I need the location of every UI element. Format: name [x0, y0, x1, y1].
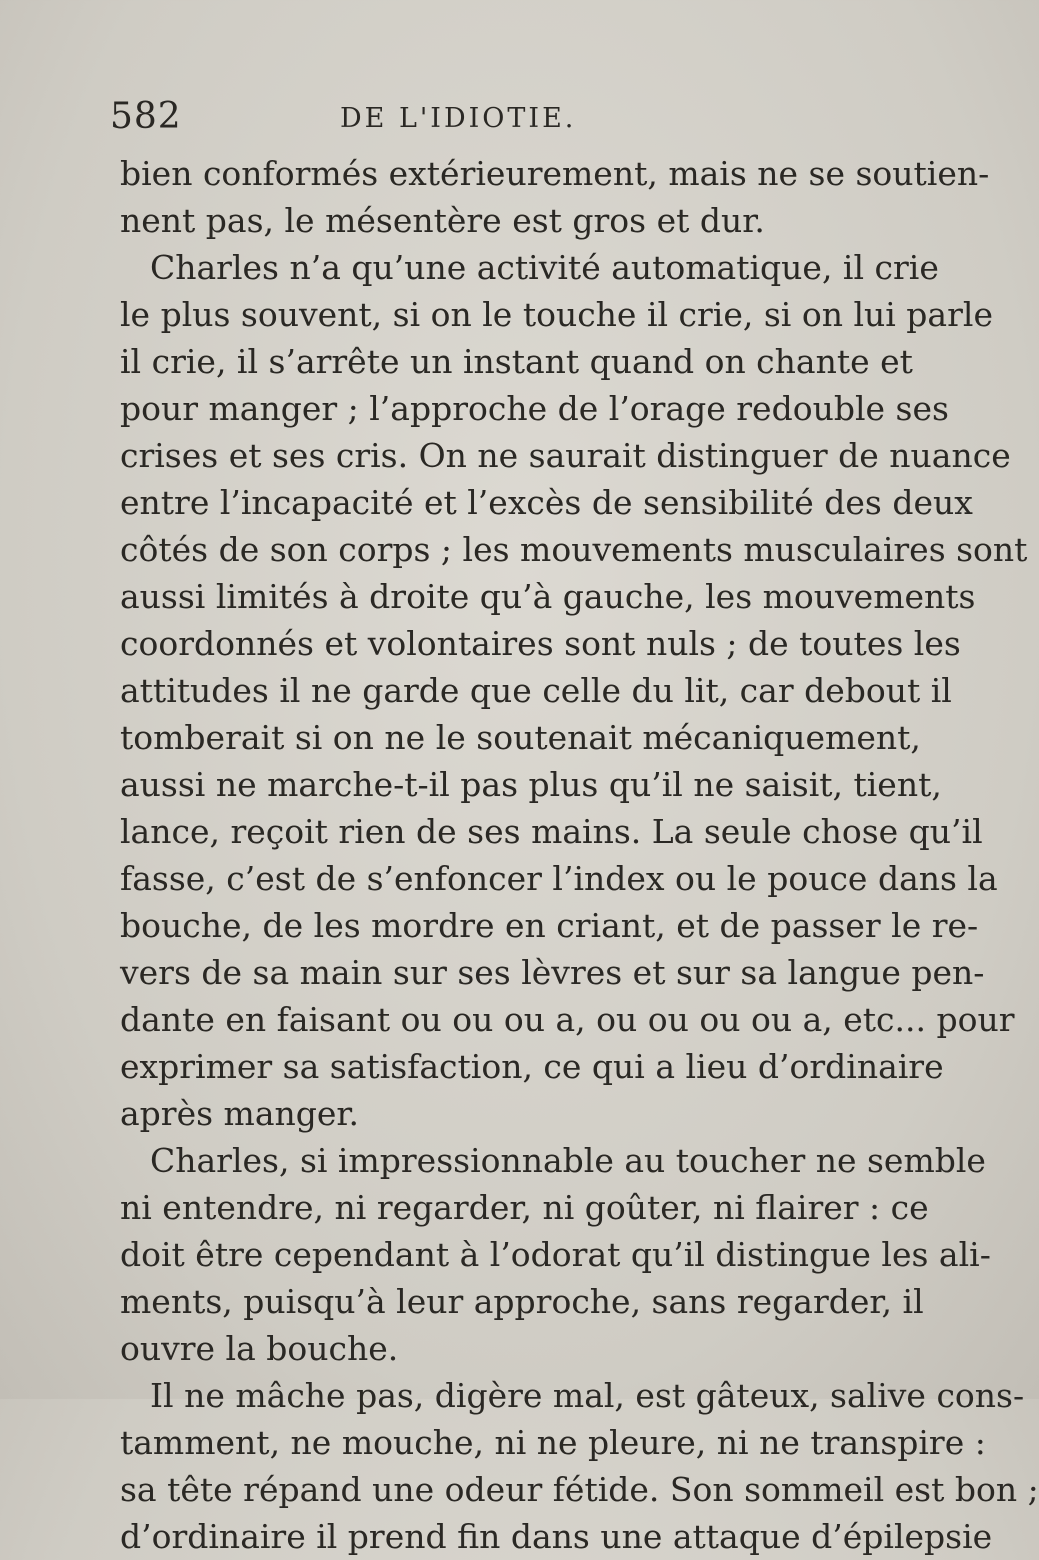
text-line: ments, puisqu’à leur approche, sans regarder, il	[120, 1282, 924, 1321]
text-line: il crie, il s’arrête un instant quand on chante et	[120, 342, 913, 381]
page-number: 582	[110, 96, 182, 137]
text-line: fasse, c’est de s’enfoncer l’index ou le pouce dans la	[120, 859, 998, 898]
text-line: Charles, si impressionnable au toucher ne semble	[150, 1141, 986, 1180]
text-line: le plus souvent, si on le touche il crie, si on lui parle	[120, 295, 993, 334]
text-line: ouvre la bouche.	[120, 1329, 399, 1368]
text-line: lance, reçoit rien de ses mains. La seule chose qu’il	[120, 812, 983, 851]
text-line: bouche, de les mordre en criant, et de passer le re-	[120, 906, 979, 945]
text-line: bien conformés extérieurement, mais ne se soutien-	[120, 154, 990, 193]
running-head: DE L'IDIOTIE.	[340, 103, 577, 134]
text-line: après manger.	[120, 1094, 360, 1133]
text-line: aussi limités à droite qu’à gauche, les mouvements	[120, 577, 976, 616]
text-line: dante en faisant ou ou ou a, ou ou ou ou a, etc... pour	[120, 1000, 1015, 1039]
body-text	[120, 150, 1039, 1560]
text-line: coordonnés et volontaires sont nuls ; de toutes les	[120, 624, 961, 663]
text-line: vers de sa main sur ses lèvres et sur sa langue pen-	[120, 953, 985, 992]
text-line: côtés de son corps ; les mouvements musculaires sont	[120, 530, 1028, 569]
text-line: crises et ses cris. On ne saurait distinguer de nuance	[120, 436, 1011, 475]
text-line: entre l’incapacité et l’excès de sensibilité des deux	[120, 483, 973, 522]
text-line: nent pas, le mésentère est gros et dur.	[120, 201, 765, 240]
text-line: tomberait si on ne le soutenait mécaniquement,	[120, 718, 921, 757]
text-line: sa tête répand une odeur fétide. Son sommeil est bon ;	[120, 1470, 1039, 1509]
text-line: aussi ne marche-t-il pas plus qu’il ne saisit, tient,	[120, 765, 942, 804]
text-line: pour manger ; l’approche de l’orage redouble ses	[120, 389, 949, 428]
text-line: d’ordinaire il prend fin dans une attaque d’épilepsie	[120, 1517, 993, 1556]
text-line: attitudes il ne garde que celle du lit, car debout il	[120, 671, 952, 710]
text-line: exprimer sa satisfaction, ce qui a lieu d’ordinaire	[120, 1047, 944, 1086]
text-line: Il ne mâche pas, digère mal, est gâteux, salive cons-	[150, 1376, 1025, 1415]
text-line: Charles n’a qu’une activité automatique, il crie	[150, 248, 939, 287]
text-line: ni entendre, ni regarder, ni goûter, ni flairer : ce	[120, 1188, 929, 1227]
text-line: doit être cependant à l’odorat qu’il distingue les ali-	[120, 1235, 991, 1274]
text-line: tamment, ne mouche, ni ne pleure, ni ne transpire :	[120, 1423, 986, 1462]
page-header	[110, 95, 750, 139]
